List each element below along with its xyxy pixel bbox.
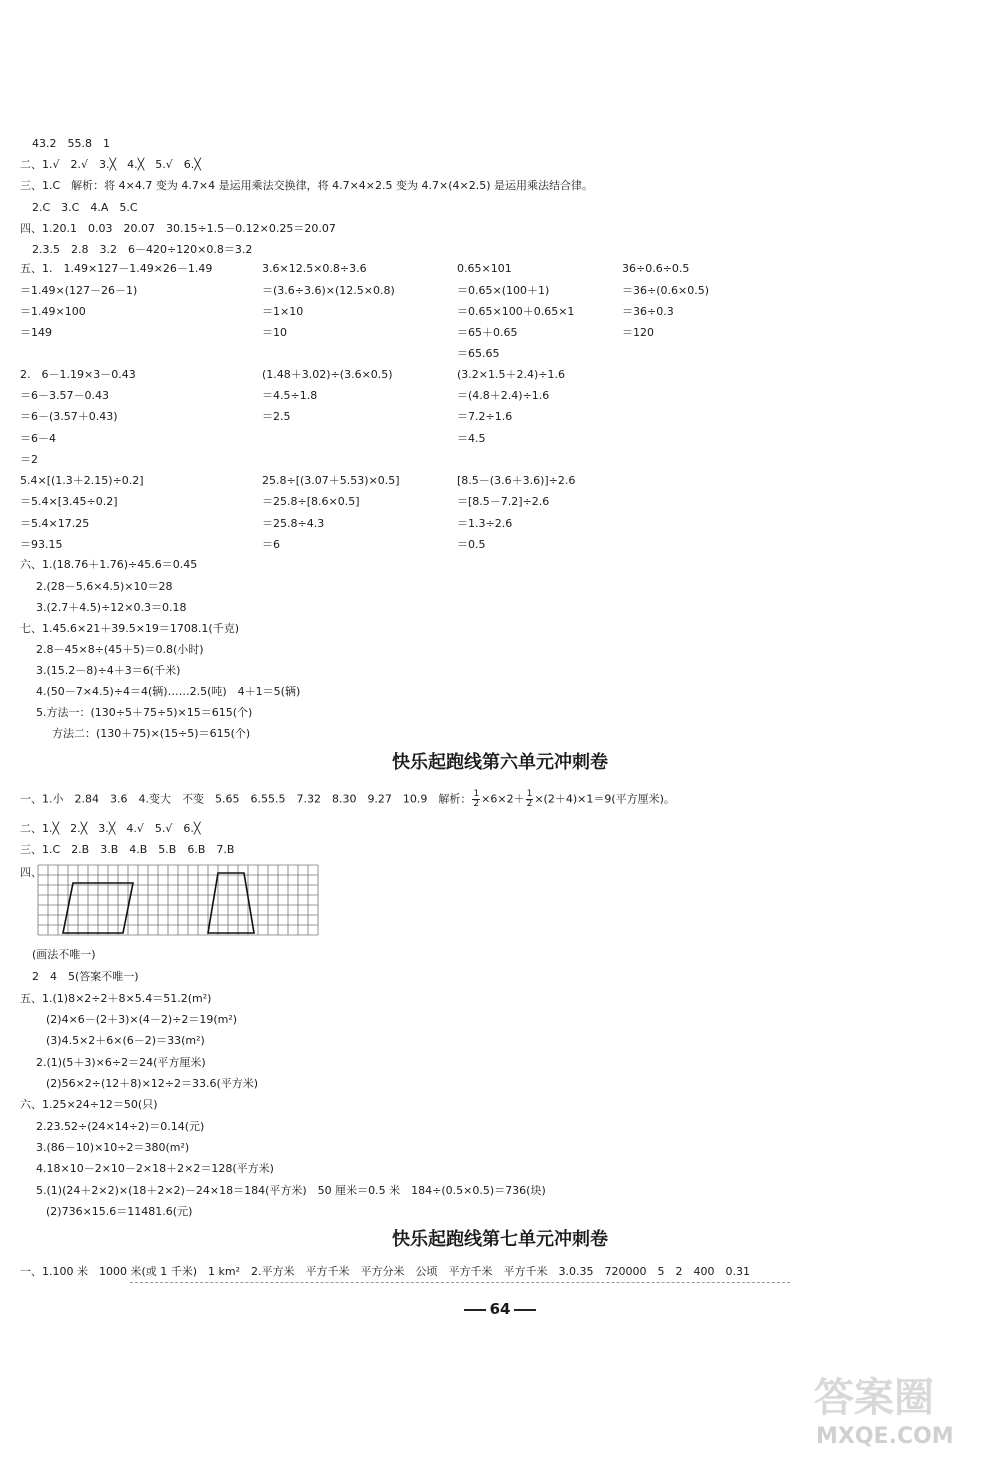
calc-step: ＝1.49×100: [20, 305, 86, 318]
answer-line: 2.8－45×8÷(45＋5)＝0.8(小时): [36, 643, 204, 656]
answer-line: 43.2 55.8 1: [32, 137, 110, 150]
calc-step: 3.6×12.5×0.8÷3.6: [262, 262, 367, 275]
calc-step: ＝6－4: [20, 432, 56, 445]
answer-line: 4.(50－7×4.5)÷4＝4(辆)……2.5(吨) 4＋1＝5(辆): [36, 685, 301, 698]
answer-line: (2)4×6－(2＋3)×(4－2)÷2＝19(m²): [46, 1013, 238, 1026]
fraction: [526, 790, 534, 809]
answer-line: 3.(15.2－8)÷4＋3＝6(千米): [36, 664, 181, 677]
grid-drawing: [36, 863, 326, 941]
answer-line: 2 4 5(答案不唯一): [32, 970, 139, 983]
calc-step: ＝25.8÷4.3: [262, 517, 325, 530]
answer-line: 5.(1)(24＋2×2)×(18＋2×2)－24×18＝184(平方米) 50 厘米＝0.5 米 184÷(0.5×0.5)＝736(块): [36, 1184, 546, 1197]
calc-step: ＝(4.8＋2.4)÷1.6: [457, 389, 550, 402]
calc-step: 0.65×101: [457, 262, 512, 275]
page-number-text: 64: [489, 1300, 511, 1318]
answer-line: 2.C 3.C 4.A 5.C: [32, 201, 138, 214]
divider: [464, 1309, 486, 1311]
calc-step: ＝0.65×(100＋1): [457, 284, 550, 297]
page-number: [0, 1300, 1000, 1318]
calc-step: ＝2.5: [262, 410, 291, 423]
answer-line: 七、1.45.6×21＋39.5×19＝1708.1(千克): [20, 622, 239, 635]
answer-line: 2.(1)(5＋3)×6÷2＝24(平方厘米): [36, 1056, 206, 1069]
calc-step: ＝2: [20, 453, 38, 466]
calc-step: ＝5.4×17.25: [20, 517, 90, 530]
answer-line: 4.18×10－2×10－2×18＋2×2＝128(平方米): [36, 1162, 274, 1175]
calc-step: ＝149: [20, 326, 52, 339]
section-title: 快乐起跑线第六单元冲刺卷: [392, 752, 608, 773]
calc-step: ＝4.5÷1.8: [262, 389, 318, 402]
calc-step: ＝1.3÷2.6: [457, 517, 513, 530]
calc-step: 5.4×[(1.3＋2.15)÷0.2]: [20, 474, 144, 487]
fraction-numerator: 1: [473, 789, 480, 799]
answer-line: 四、: [20, 866, 42, 879]
calc-step: ＝120: [622, 326, 654, 339]
calc-step: ＝1×10: [262, 305, 304, 318]
watermark-url: MXQE.COM: [816, 1424, 954, 1449]
calc-step: ＝[8.5－7.2]÷2.6: [457, 495, 550, 508]
answer-line: 五、1.(1)8×2÷2＋8×5.4＝51.2(m²): [20, 992, 212, 1005]
fraction-denominator: 2: [473, 799, 480, 809]
calc-step: ＝6: [262, 538, 280, 551]
answer-line: 5.方法一：(130÷5＋75÷5)×15＝615(个): [36, 706, 253, 719]
answer-line: [20, 790, 675, 809]
watermark-main: 答案圈: [814, 1374, 934, 1421]
answer-line: 方法二：(130＋75)×(15÷5)＝615(个): [52, 727, 251, 740]
calc-step: (3.2×1.5＋2.4)÷1.6: [457, 368, 565, 381]
answer-line: (2)736×15.6＝11481.6(元): [46, 1205, 193, 1218]
answer-line: 四、1.20.1 0.03 20.07 30.15÷1.5－0.12×0.25＝20.07: [20, 222, 336, 235]
calc-step: ＝6－(3.57＋0.43): [20, 410, 118, 423]
divider: [130, 1282, 790, 1283]
calc-step: ＝7.2÷1.6: [457, 410, 513, 423]
calc-step: ＝36÷0.3: [622, 305, 674, 318]
calc-step: ＝36÷(0.6×0.5): [622, 284, 710, 297]
divider: [514, 1309, 536, 1311]
calc-step: ＝5.4×[3.45÷0.2]: [20, 495, 118, 508]
answer-line: 三、1.C 2.B 3.B 4.B 5.B 6.B 7.B: [20, 843, 235, 856]
calc-step: ＝25.8÷[8.6×0.5]: [262, 495, 360, 508]
answer-text: ×(2＋4)×1＝9(平方厘米)。: [534, 792, 675, 806]
calc-step: 36÷0.6÷0.5: [622, 262, 690, 275]
calc-step: ＝(3.6÷3.6)×(12.5×0.8): [262, 284, 395, 297]
answer-line: (2)56×2÷(12＋8)×12÷2＝33.6(平方米): [46, 1077, 259, 1090]
calc-step: 五、1. 1.49×127－1.49×26－1.49: [20, 262, 213, 275]
answer-line: 一、1.100 米 1000 米(或 1 千米) 1 km² 2.平方米 平方千米 平方分米 公顷 平方千米 平方千米 3.0.35 720000 5 2 400 0.31: [20, 1265, 750, 1278]
answer-line: 二、1.╳ 2.╳ 3.╳ 4.√ 5.√ 6.╳: [20, 822, 201, 835]
section-title: 快乐起跑线第七单元冲刺卷: [392, 1229, 608, 1250]
calc-step: ＝1.49×(127－26－1): [20, 284, 138, 297]
answer-line: 2.3.5 2.8 3.2 6－420÷120×0.8＝3.2: [32, 243, 253, 256]
answer-text: ×6×2＋: [481, 792, 525, 806]
fraction: [472, 790, 480, 809]
calc-step: 25.8÷[(3.07＋5.53)×0.5]: [262, 474, 400, 487]
watermark-logo: [802, 1361, 982, 1451]
answer-line: 2.23.52÷(24×14÷2)＝0.14(元): [36, 1120, 205, 1133]
calc-step: ＝65.65: [457, 347, 500, 360]
trapezoid-shape: [208, 873, 254, 933]
calc-step: 2. 6－1.19×3－0.43: [20, 368, 136, 381]
calc-step: ＝65＋0.65: [457, 326, 518, 339]
answer-line: 三、1.C 解析：将 4×4.7 变为 4.7×4 是运用乘法交换律，将 4.7×4×2.5 变为 4.7×(4×2.5) 是运用乘法结合律。: [20, 179, 593, 192]
calc-step: (1.48＋3.02)÷(3.6×0.5): [262, 368, 393, 381]
answer-text: 一、1.小 2.84 3.6 4.变大 不变 5.65 6.55.5 7.32 8.30 9.27 10.9 解析：: [20, 792, 472, 806]
answer-line: (3)4.5×2＋6×(6－2)＝33(m²): [46, 1034, 205, 1047]
calc-step: ＝93.15: [20, 538, 63, 551]
answer-line: 六、1.(18.76＋1.76)÷45.6＝0.45: [20, 558, 198, 571]
answer-line: 二、1.√ 2.√ 3.╳ 4.╳ 5.√ 6.╳: [20, 158, 201, 171]
calc-step: ＝0.5: [457, 538, 486, 551]
answer-line: 六、1.25×24÷12＝50(只): [20, 1098, 158, 1111]
calc-step: ＝10: [262, 326, 287, 339]
answer-line: (画法不唯一): [32, 948, 96, 961]
calc-step: ＝0.65×100＋0.65×1: [457, 305, 575, 318]
calc-step: ＝4.5: [457, 432, 486, 445]
calc-step: [8.5－(3.6＋3.6)]÷2.6: [457, 474, 576, 487]
answer-line: 3.(2.7＋4.5)÷12×0.3＝0.18: [36, 601, 187, 614]
answer-line: 3.(86－10)×10÷2＝380(m²): [36, 1141, 190, 1154]
fraction-denominator: 2: [526, 799, 533, 809]
fraction-numerator: 1: [526, 789, 533, 799]
calc-step: ＝6－3.57－0.43: [20, 389, 109, 402]
answer-line: 2.(28－5.6×4.5)×10＝28: [36, 580, 173, 593]
